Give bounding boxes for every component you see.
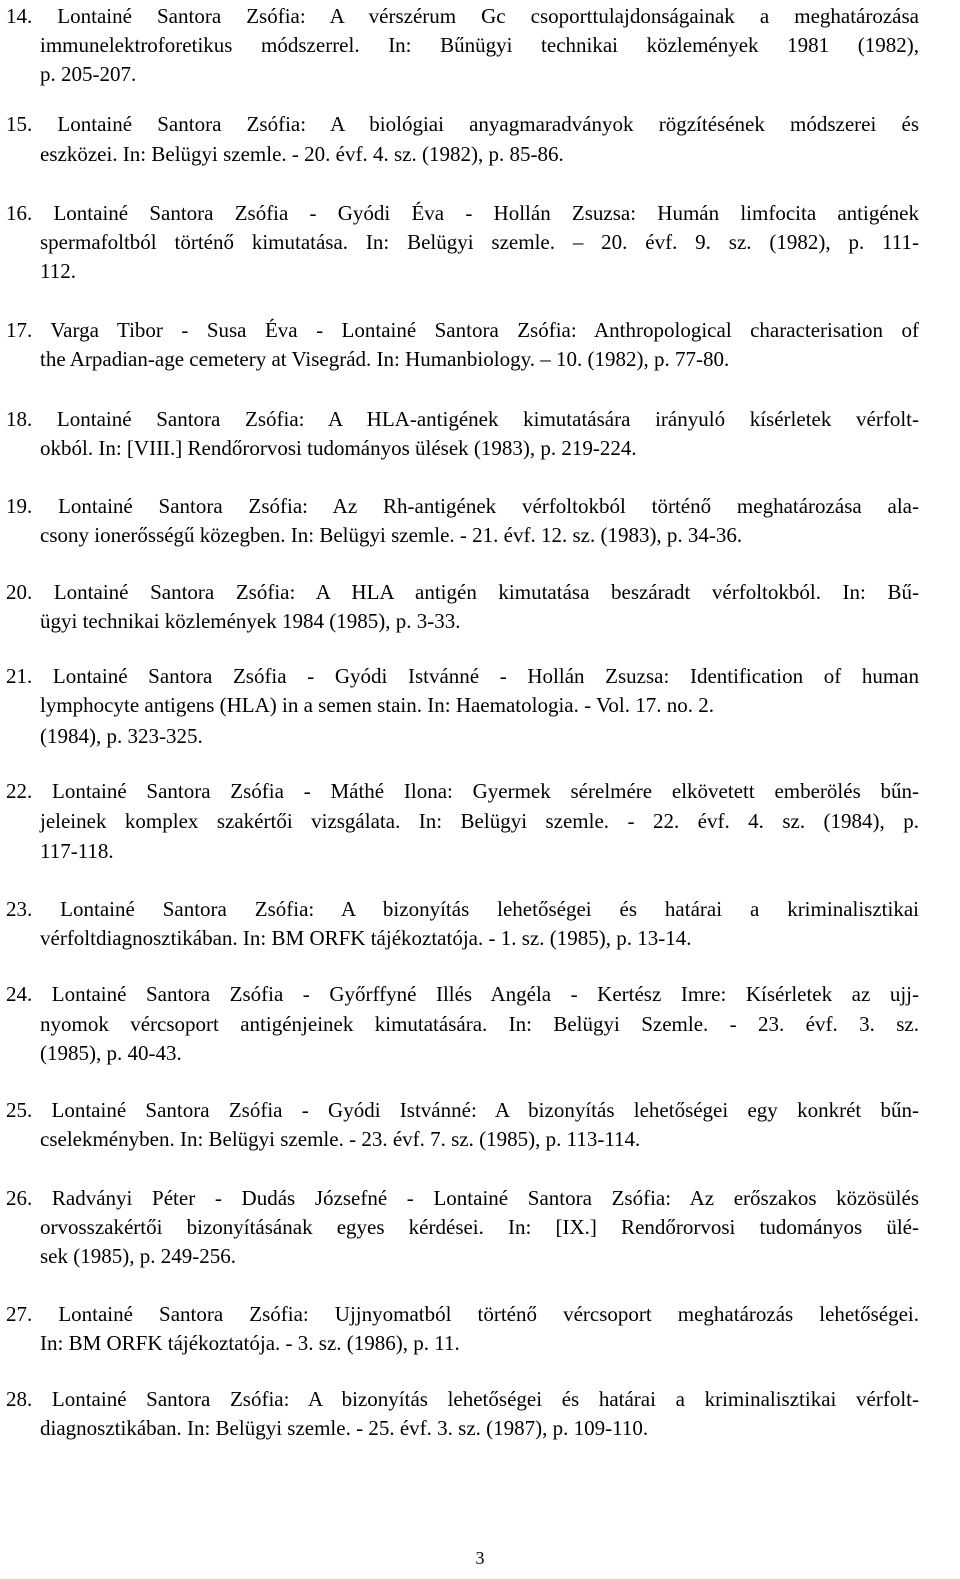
reference-line: 18. Lontainé Santora Zsófia: A HLA-antigének kimutatására irányuló kísérletek vérfolt- bbox=[6, 407, 919, 431]
reference-line: 19. Lontainé Santora Zsófia: Az Rh-antigének vérfoltokból történő meghatározása ala- bbox=[6, 494, 919, 518]
reference-line: cselekményben. In: Belügyi szemle. - 23. évf. 7. sz. (1985), p. 113-114. bbox=[40, 1127, 641, 1151]
reference-line: In: BM ORFK tájékoztatója. - 3. sz. (1986), p. 11. bbox=[40, 1331, 460, 1355]
reference-line: 22. Lontainé Santora Zsófia - Máthé Ilona: Gyermek sérelmére elkövetett emberölés bűn- bbox=[6, 779, 919, 803]
reference-line: 27. Lontainé Santora Zsófia: Ujjnyomatból történő vércsoport meghatározás lehetőségei. bbox=[6, 1302, 919, 1326]
reference-line: p. 205-207. bbox=[40, 62, 137, 86]
reference-line: 16. Lontainé Santora Zsófia - Gyódi Éva - Hollán Zsuzsa: Humán limfocita antigének bbox=[6, 201, 919, 225]
reference-line: 28. Lontainé Santora Zsófia: A bizonyítás lehetőségei és határai a kriminalisztikai vérfolt- bbox=[6, 1387, 919, 1411]
reference-line: 26. Radványi Péter - Dudás Józsefné - Lontainé Santora Zsófia: Az erőszakos közösülés bbox=[6, 1186, 919, 1210]
reference-line: lymphocyte antigens (HLA) in a semen stain. In: Haematologia. - Vol. 17. no. 2. bbox=[40, 693, 715, 717]
reference-line: csony ionerősségű közegben. In: Belügyi szemle. - 21. évf. 12. sz. (1983), p. 34-36. bbox=[40, 523, 743, 547]
reference-line: 14. Lontainé Santora Zsófia: A vérszérum Gc csoporttulajdonságainak a meghatározása bbox=[6, 4, 919, 28]
page-number: 3 bbox=[475, 1548, 485, 1568]
reference-line: diagnosztikában. In: Belügyi szemle. - 25. évf. 3. sz. (1987), p. 109-110. bbox=[40, 1416, 649, 1440]
reference-line: 20. Lontainé Santora Zsófia: A HLA antigén kimutatása beszáradt vérfoltokból. In: Bű- bbox=[6, 580, 919, 604]
reference-line: 112. bbox=[40, 259, 76, 283]
reference-line: (1984), p. 323-325. bbox=[40, 724, 203, 748]
reference-line: vérfoltdiagnosztikában. In: BM ORFK tájékoztatója. - 1. sz. (1985), p. 13-14. bbox=[40, 926, 692, 950]
reference-line: 25. Lontainé Santora Zsófia - Gyódi Istvánné: A bizonyítás lehetőségei egy konkrét bűn- bbox=[6, 1098, 919, 1122]
reference-line: ügyi technikai közlemények 1984 (1985), p. 3-33. bbox=[40, 609, 461, 633]
reference-line: 24. Lontainé Santora Zsófia - Győrffyné Illés Angéla - Kertész Imre: Kísérletek az ujj- bbox=[6, 982, 919, 1006]
reference-line: 17. Varga Tibor - Susa Éva - Lontainé Santora Zsófia: Anthropological characterisation of bbox=[6, 318, 919, 342]
reference-line: eszközei. In: Belügyi szemle. - 20. évf. 4. sz. (1982), p. 85-86. bbox=[40, 142, 564, 166]
reference-line: the Arpadian-age cemetery at Visegrád. In: Humanbiology. – 10. (1982), p. 77-80. bbox=[40, 347, 730, 371]
reference-line: (1985), p. 40-43. bbox=[40, 1041, 182, 1065]
reference-line: 15. Lontainé Santora Zsófia: A biológiai anyagmaradványok rögzítésének módszerei és bbox=[6, 112, 919, 136]
reference-line: 117-118. bbox=[40, 839, 114, 863]
reference-line: nyomok vércsoport antigénjeinek kimutatására. In: Belügyi Szemle. - 23. évf. 3. sz. bbox=[40, 1012, 919, 1036]
reference-line: jeleinek komplex szakértői vizsgálata. In: Belügyi szemle. - 22. évf. 4. sz. (1984), p. bbox=[40, 809, 919, 833]
reference-line: spermafoltból történő kimutatása. In: Belügyi szemle. – 20. évf. 9. sz. (1982), p. 111- bbox=[40, 230, 919, 254]
reference-line: 23. Lontainé Santora Zsófia: A bizonyítás lehetőségei és határai a kriminalisztikai bbox=[6, 897, 919, 921]
reference-line: okból. In: [VIII.] Rendőrorvosi tudományos ülések (1983), p. 219-224. bbox=[40, 436, 637, 460]
reference-line: orvosszakértői bizonyításának egyes kérdései. In: [IX.] Rendőrorvosi tudományos ülé- bbox=[40, 1215, 919, 1239]
reference-line: 21. Lontainé Santora Zsófia - Gyódi Istvánné - Hollán Zsuzsa: Identification of human bbox=[6, 664, 919, 688]
reference-line: immunelektroforetikus módszerrel. In: Bűnügyi technikai közlemények 1981 (1982), bbox=[40, 33, 919, 57]
reference-line: sek (1985), p. 249-256. bbox=[40, 1244, 236, 1268]
